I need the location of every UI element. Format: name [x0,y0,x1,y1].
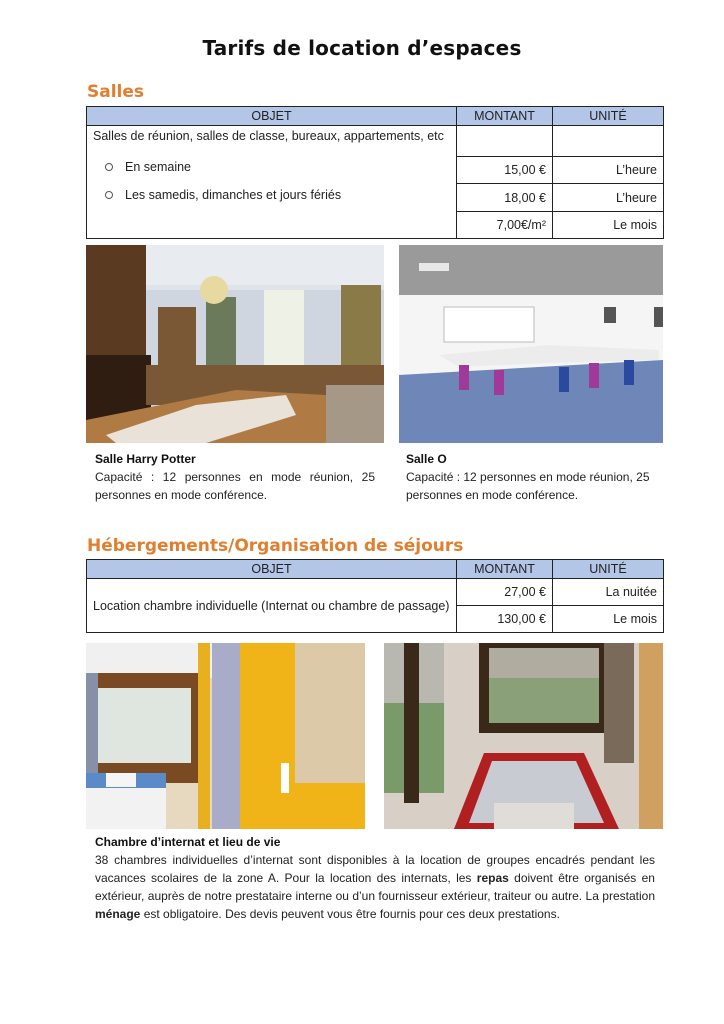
list-item [93,181,450,209]
item-label: En semaine [125,160,192,174]
montant-cell: 18,00 € [457,184,553,212]
meeting-room-wood-paneled-image [86,245,384,443]
unite-cell: Le mois [553,606,664,633]
header-objet: OBJET [87,107,457,126]
table-row [87,126,664,157]
header-objet: OBJET [87,560,457,579]
photo-salle-harry-potter [86,245,384,443]
table-header-row [87,107,664,126]
list-item [93,153,450,181]
header-montant: MONTANT [457,107,553,126]
room-capacity: Capacité : 12 personnes en mode réunion, 25 personnes en mode conférence. [95,470,375,502]
header-unite: UNITÉ [553,560,664,579]
hebergements-description [95,851,655,923]
caption-title: Chambre d’internat et lieu de vie [95,835,281,849]
section-heading-hebergements: Hébergements/Organisation de séjours [87,536,464,556]
unite-cell: La nuitée [553,579,664,606]
room-capacity: Capacité : 12 personnes en mode réunion, 25 personnes en mode conférence. [406,470,650,502]
empty-cell [553,126,664,157]
montant-cell: 130,00 € [457,606,553,633]
unite-cell: L’heure [553,157,664,184]
photo-salle-o [399,245,663,443]
bullet-icon [105,191,113,199]
hebergements-price-table [86,559,664,633]
header-unite: UNITÉ [553,107,664,126]
objet-cell: Location chambre individuelle (Internat ou chambre de passage) [87,579,457,633]
item-label: Les samedis, dimanches et jours fériés [125,188,342,202]
boarding-room-image [86,643,365,829]
montant-cell: 7,00€/m² [457,212,553,239]
photo-boarding-room [86,643,365,829]
paragraph-bold-repas: repas [476,871,509,885]
table-header-row [87,560,664,579]
room-name: Salle Harry Potter [95,452,196,466]
salles-price-table [86,106,664,239]
common-room-foosball-image [384,643,663,829]
table-row [87,579,664,606]
room-caption-salle-o [406,450,666,504]
objet-cell [87,126,457,239]
paragraph-text: 38 chambres individuelles d’internat sont disponibles à la location de groupes encadrés pendant les vacances scolaires de la zone A. Pour la location des internats, les [95,853,655,885]
paragraph-bold-menage: ménage [95,907,141,921]
section-heading-salles: Salles [87,82,145,102]
meeting-room-modern-image [399,245,663,443]
unite-cell: Le mois [553,212,664,239]
header-montant: MONTANT [457,560,553,579]
paragraph-text: est obligatoire. Des devis peuvent vous être fournis pour ces deux prestations. [140,907,560,921]
page-title: Tarifs de location d’espaces [202,36,522,60]
montant-cell: 15,00 € [457,157,553,184]
bullet-icon [105,163,113,171]
montant-cell: 27,00 € [457,579,553,606]
empty-cell [457,126,553,157]
room-name: Salle O [406,452,447,466]
paragraph-text: doivent être organisés en extérieur, auprès de notre prestataire interne ou d’un fournisseur extérieur, traiteur ou autre. La prestation [95,871,655,903]
photo-common-room [384,643,663,829]
room-caption-harry-potter [95,450,375,504]
unite-cell: L’heure [553,184,664,212]
salles-description: Salles de réunion, salles de classe, bureaux, appartements, etc [93,129,444,143]
